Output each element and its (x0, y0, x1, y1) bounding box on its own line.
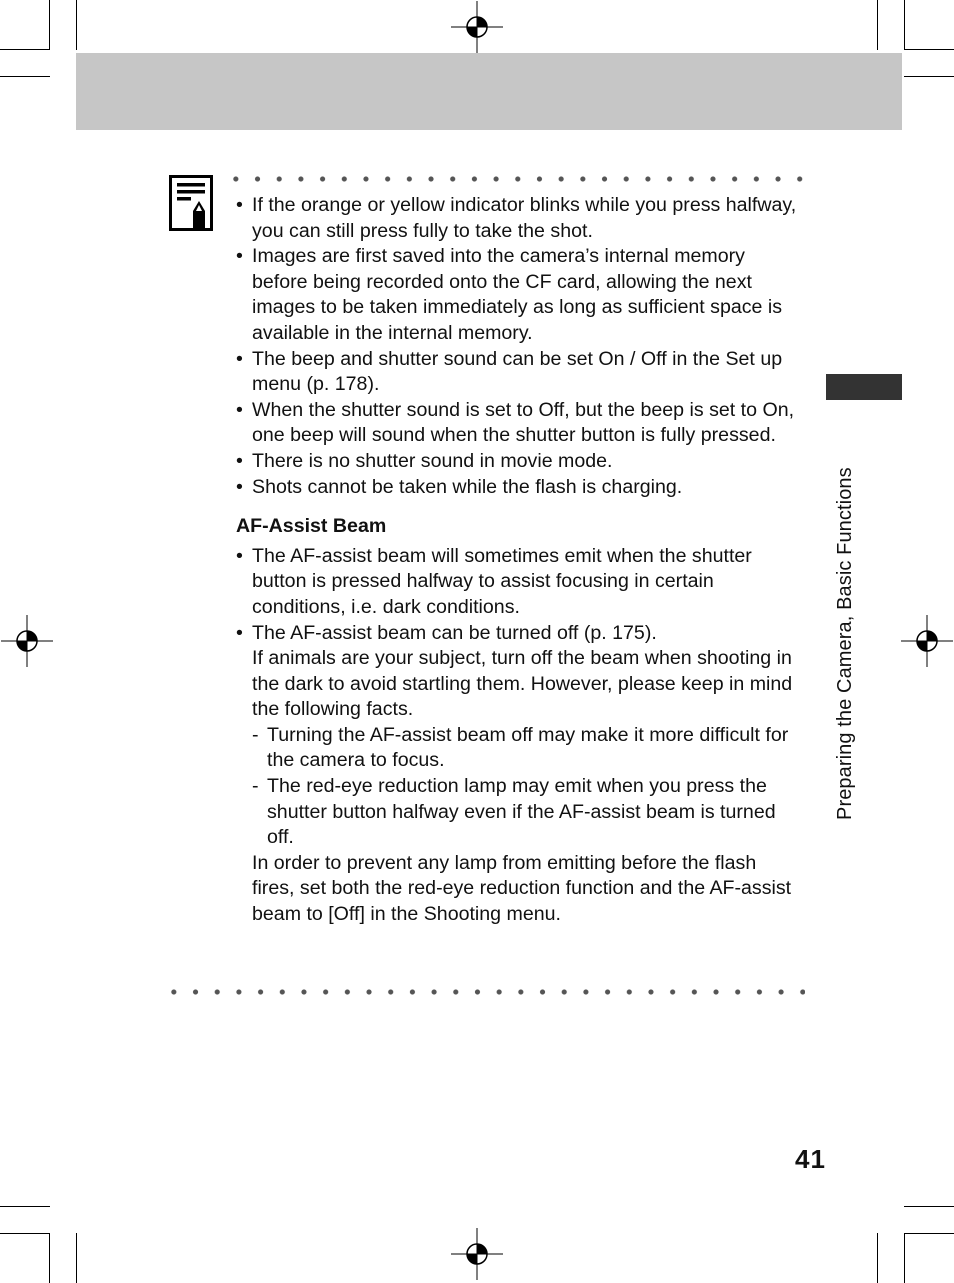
section-label: Preparing the Camera, Basic Functions (834, 467, 856, 820)
crop-mark (49, 0, 50, 50)
list-item-text: The AF-assist beam can be turned off (p. 175). (252, 621, 657, 644)
crop-mark (904, 76, 954, 77)
list-item: - The red-eye reduction lamp may emit when you press the shutter button halfway even if the AF-assist beam is turned off. (252, 774, 802, 851)
crop-mark (0, 49, 50, 50)
crop-mark (877, 1233, 878, 1283)
page-number: 41 (795, 1144, 826, 1174)
crop-mark (0, 76, 50, 77)
registration-mark-left (1, 615, 53, 667)
list-item (236, 621, 802, 928)
notes-list (236, 193, 802, 500)
header-band (76, 53, 902, 130)
crop-mark (0, 1233, 50, 1234)
af-assist-list (236, 544, 802, 928)
crop-mark (904, 1206, 954, 1207)
crop-mark (904, 49, 954, 50)
note-icon (169, 175, 213, 231)
note-content (236, 193, 802, 928)
dash-list (252, 723, 802, 851)
list-item: • There is no shutter sound in movie mode. (236, 449, 802, 475)
crop-mark (904, 1233, 954, 1234)
crop-mark (76, 0, 77, 50)
registration-mark-top (451, 1, 503, 53)
list-item: • When the shutter sound is set to Off, but the beep is set to On, one beep will sound when the shutter button is fully pressed. (236, 398, 802, 449)
top-dotted-rule (225, 175, 805, 183)
crop-mark (904, 0, 905, 50)
crop-mark (0, 1206, 50, 1207)
list-item: • The beep and shutter sound can be set On / Off in the Set up menu (p. 178). (236, 347, 802, 398)
crop-mark (76, 1233, 77, 1283)
crop-mark (49, 1233, 50, 1283)
list-item: • The AF-assist beam will sometimes emit when the shutter button is pressed halfway to assist focusing in certain conditions, i.e. dark conditions. (236, 544, 802, 621)
list-item: • If the orange or yellow indicator blinks while you press halfway, you can still press fully to take the shot. (236, 193, 802, 244)
crop-mark (877, 0, 878, 50)
list-item: • Images are first saved into the camera’s internal memory before being recorded onto the CF card, allowing the next images to be taken immediately as long as sufficient space is available in the internal memory. (236, 244, 802, 346)
list-item: • Shots cannot be taken while the flash is charging. (236, 475, 802, 501)
paragraph: If animals are your subject, turn off the beam when shooting in the dark to avoid startling them. However, please keep in mind the following facts. (252, 647, 793, 721)
registration-mark-bottom (451, 1228, 503, 1280)
registration-mark-right (901, 615, 953, 667)
section-heading: AF-Assist Beam (236, 515, 387, 538)
list-item: - Turning the AF-assist beam off may make it more difficult for the camera to focus. (252, 723, 802, 774)
section-tab-marker (826, 374, 902, 400)
bottom-dotted-rule (163, 988, 805, 996)
crop-mark (904, 1233, 905, 1283)
paragraph: In order to prevent any lamp from emitting before the flash fires, set both the red-eye reduction function and the AF-assist beam to [Off] in the Shooting menu. (252, 851, 792, 926)
